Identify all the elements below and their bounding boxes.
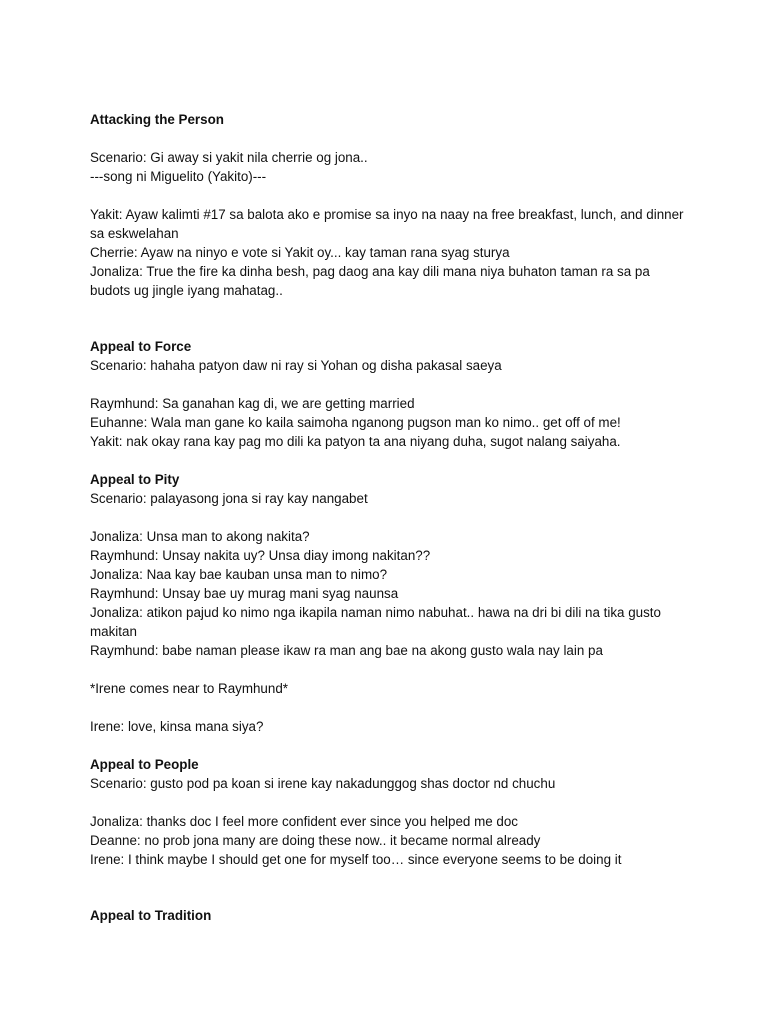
dialogue-line: Yakit: Ayaw kalimti #17 sa balota ako e promise sa inyo na naay na free breakfast, lunch, and dinner sa eskwelahan bbox=[90, 207, 684, 241]
dialogue-line: Irene: love, kinsa mana siya? bbox=[90, 719, 264, 734]
dialogue-line: Jonaliza: Unsa man to akong nakita? bbox=[90, 529, 310, 544]
section-attacking-the-person bbox=[90, 110, 690, 300]
section-heading: Appeal to Tradition bbox=[90, 908, 212, 923]
scenario-line: Scenario: Gi away si yakit nila cherrie og jona.. bbox=[90, 150, 368, 165]
section-appeal-to-people bbox=[90, 755, 690, 869]
dialogue-line: Raymhund: Unsay bae uy murag mani syag naunsa bbox=[90, 586, 399, 601]
dialogue-line: Raymhund: Sa ganahan kag di, we are getting married bbox=[90, 396, 415, 411]
dialogue-line: Jonaliza: thanks doc I feel more confident ever since you helped me doc bbox=[90, 814, 519, 829]
dialogue-line: Raymhund: Unsay nakita uy? Unsa diay imong nakitan?? bbox=[90, 548, 431, 563]
section-heading: Appeal to Pity bbox=[90, 472, 180, 487]
section-heading: Appeal to Force bbox=[90, 339, 192, 354]
dialogue-line: Euhanne: Wala man gane ko kaila saimoha nganong pugson man ko nimo.. get off of me! bbox=[90, 415, 621, 430]
song-line: ---song ni Miguelito (Yakito)--- bbox=[90, 169, 267, 184]
scenario-line: Scenario: palayasong jona si ray kay nangabet bbox=[90, 491, 368, 506]
section-appeal-to-pity bbox=[90, 470, 690, 736]
stage-direction: *Irene comes near to Raymhund* bbox=[90, 681, 288, 696]
document-body bbox=[90, 110, 690, 925]
section-heading: Attacking the Person bbox=[90, 112, 224, 127]
dialogue-line: Jonaliza: Naa kay bae kauban unsa man to nimo? bbox=[90, 567, 388, 582]
dialogue-line: Yakit: nak okay rana kay pag mo dili ka patyon ta ana niyang duha, sugot nalang saiyaha. bbox=[90, 434, 621, 449]
dialogue-line: Cherrie: Ayaw na ninyo e vote si Yakit oy... kay taman rana syag sturya bbox=[90, 245, 510, 260]
dialogue-line: Jonaliza: atikon pajud ko nimo nga ikapila naman nimo nabuhat.. hawa na dri bi dili na tika gusto makitan bbox=[90, 605, 661, 639]
scenario-line: Scenario: hahaha patyon daw ni ray si Yohan og disha pakasal saeya bbox=[90, 358, 502, 373]
section-heading: Appeal to People bbox=[90, 757, 199, 772]
dialogue-line: Raymhund: babe naman please ikaw ra man ang bae na akong gusto wala nay lain pa bbox=[90, 643, 603, 658]
scenario-line: Scenario: gusto pod pa koan si irene kay nakadunggog shas doctor nd chuchu bbox=[90, 776, 556, 791]
section-appeal-to-force bbox=[90, 337, 690, 451]
section-appeal-to-tradition bbox=[90, 906, 690, 925]
dialogue-line: Jonaliza: True the fire ka dinha besh, pag daog ana kay dili mana niya buhaton taman ra sa pa budots ug jingle iyang mahatag.. bbox=[90, 264, 650, 298]
dialogue-line: Deanne: no prob jona many are doing these now.. it became normal already bbox=[90, 833, 541, 848]
dialogue-line: Irene: I think maybe I should get one for myself too… since everyone seems to be doing it bbox=[90, 852, 622, 867]
